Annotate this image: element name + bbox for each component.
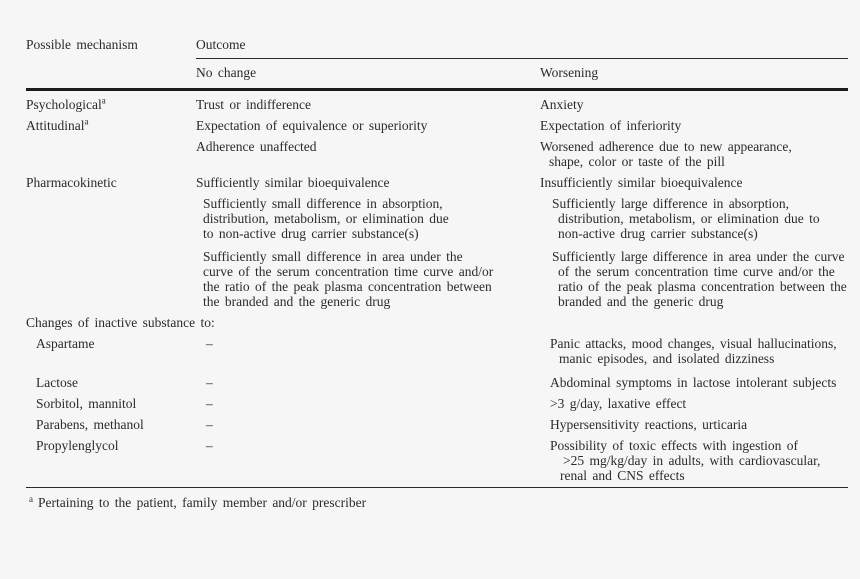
mechanism-cell: Sorbitol, mannitol xyxy=(36,395,137,411)
no-change-cell: – xyxy=(206,395,213,411)
table-subheader-row xyxy=(196,65,850,80)
no-change-cell: Sufficiently small difference in absorption, distribution, metabolism, or elimination due to non-active drug carrier substance(s) xyxy=(203,195,449,241)
col-header-outcome: Outcome xyxy=(196,37,246,52)
no-change-cell: Expectation of equivalence or superiority xyxy=(196,117,428,133)
mechanism-cell: Changes of inactive substance to: xyxy=(26,314,215,330)
worsening-cell: Panic attacks, mood changes, visual hallucinations, manic episodes, and isolated dizziness xyxy=(550,335,837,366)
col-header-mechanism: Possible mechanism xyxy=(26,37,138,52)
footnote-marker: a xyxy=(29,493,33,504)
worsening-cell: Sufficiently large difference in absorption, distribution, metabolism, or elimination due to non-active drug carrier substance(s) xyxy=(552,195,820,241)
no-change-cell: Trust or indifference xyxy=(196,96,311,112)
subheader-worsening: Worsening xyxy=(540,65,599,81)
table-row xyxy=(26,336,850,366)
bottom-rule xyxy=(26,487,848,488)
worsening-cell: Worsened adherence due to new appearance, shape, color or taste of the pill xyxy=(540,138,792,169)
worsening-cell: Hypersensitivity reactions, urticaria xyxy=(550,416,748,432)
worsening-cell: Expectation of inferiority xyxy=(540,117,682,133)
mechanism-cell: Psychological$^a$ xyxy=(26,95,106,112)
table-row xyxy=(26,417,850,432)
header-rule xyxy=(26,88,848,91)
no-change-cell: Adherence unaffected xyxy=(196,138,317,154)
mechanism-cell: Parabens, methanol xyxy=(36,416,144,432)
worsening-cell: Anxiety xyxy=(540,96,584,112)
table-row xyxy=(26,196,850,241)
footnote-text: Pertaining to the patient, family member and/or prescriber xyxy=(38,495,367,511)
mechanism-cell: Pharmacokinetic xyxy=(26,174,117,190)
no-change-cell: – xyxy=(206,335,213,351)
mechanism-cell xyxy=(26,249,196,309)
mechanism-cell: Propylenglycol xyxy=(36,437,119,453)
worsening-cell: Sufficiently large difference in area under the curve of the serum concentration time curve and/or the ratio of the peak plasma concentration between the branded and the generic drug xyxy=(552,248,847,309)
footnote-marker: a xyxy=(84,116,89,127)
no-change-cell: – xyxy=(206,437,213,453)
mechanism-cell: Attitudinal$^a$ xyxy=(26,116,89,133)
mechanism-cell xyxy=(26,139,196,169)
footnote xyxy=(26,495,850,510)
subheader-no-change: No change xyxy=(196,65,257,81)
no-change-cell: Sufficiently small difference in area under the curve of the serum concentration time curve and/or the ratio of the peak plasma concentration between the branded and the generic drug xyxy=(203,248,494,309)
worsening-cell: Possibility of toxic effects with ingestion of >25 mg/kg/day in adults, with cardiovascular, renal and CNS effects xyxy=(550,437,821,483)
worsening-cell: >3 g/day, laxative effect xyxy=(550,395,687,411)
no-change-cell: – xyxy=(206,416,213,432)
table-row xyxy=(26,438,850,483)
mechanism-cell: Aspartame xyxy=(36,335,95,351)
footnote-marker: a xyxy=(101,95,106,106)
table-row xyxy=(26,249,850,309)
no-change-cell: Sufficiently similar bioequivalence xyxy=(196,174,390,190)
table-row xyxy=(26,139,850,169)
table-row xyxy=(26,175,850,190)
worsening-cell: Insufficiently similar bioequivalence xyxy=(540,174,743,190)
table-row xyxy=(26,396,850,411)
table-row xyxy=(26,375,850,390)
table-row xyxy=(26,118,850,133)
mechanism-cell: Lactose xyxy=(36,374,78,390)
table-row xyxy=(26,315,850,330)
table-header-row xyxy=(26,37,850,52)
no-change-cell: – xyxy=(206,374,213,390)
outcome-rule xyxy=(196,58,848,59)
table-row xyxy=(26,97,850,112)
mechanism-cell xyxy=(26,196,196,241)
worsening-cell: Abdominal symptoms in lactose intolerant subjects xyxy=(550,374,837,390)
